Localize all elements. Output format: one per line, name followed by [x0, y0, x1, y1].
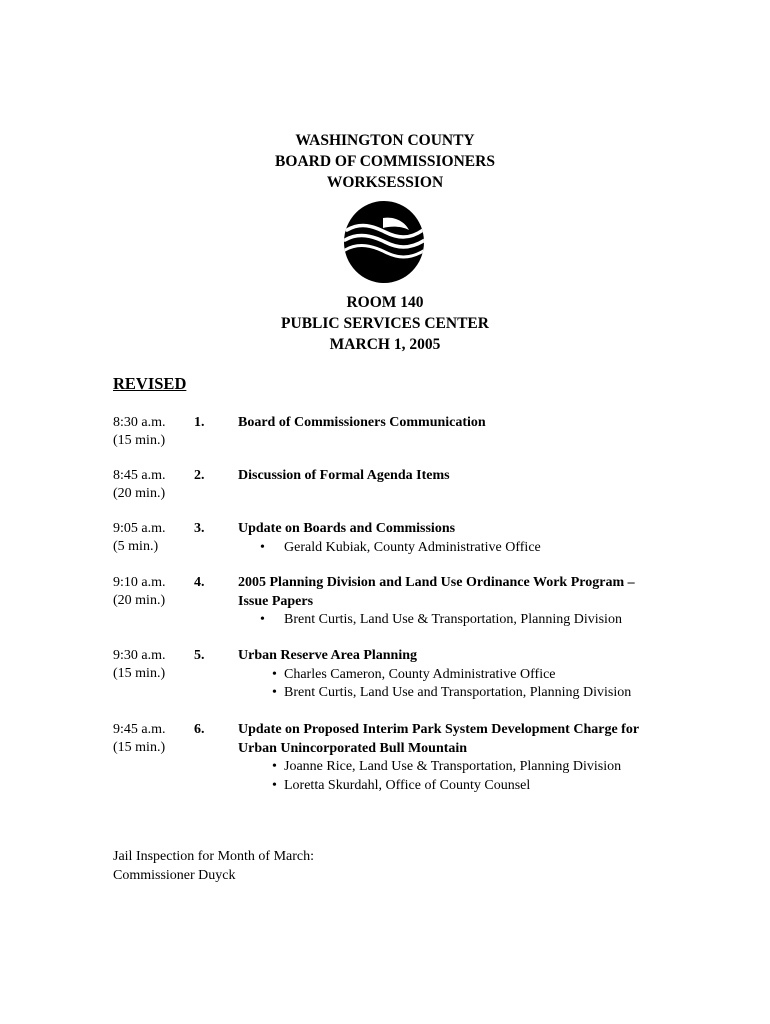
bullet-icon: •: [272, 666, 277, 682]
agenda-duration: (5 min.): [113, 539, 159, 554]
agenda-time: 8:45 a.m.: [113, 468, 166, 483]
revised-label: REVISED: [113, 374, 187, 393]
agenda-content: [238, 574, 683, 630]
footer-line-1: Jail Inspection for Month of March:: [113, 849, 315, 864]
agenda-time-block: [113, 414, 166, 450]
agenda-title: Update on Boards and Commissions: [238, 521, 456, 536]
agenda-time: 8:30 a.m.: [113, 415, 166, 430]
agenda-duration: (20 min.): [113, 486, 166, 501]
bullet-icon: •: [260, 612, 265, 627]
agenda-title: 2005 Planning Division and Land Use Ordinance Work Program –: [238, 575, 635, 590]
building-name: PUBLIC SERVICES CENTER: [281, 315, 489, 332]
agenda-title: Update on Proposed Interim Park System Development Charge for: [238, 722, 640, 737]
county-seal-icon: [343, 200, 425, 284]
room-number: ROOM 140: [346, 294, 424, 311]
bullet-icon: •: [272, 759, 277, 774]
presenter-line: [238, 758, 683, 777]
presenter-name: Brent Curtis, Land Use & Transportation, Planning Division: [284, 612, 622, 627]
agenda-number: 3.: [194, 521, 205, 536]
agenda-time-block: [113, 574, 166, 610]
agenda-time-block: [113, 520, 166, 556]
location-block: [0, 292, 770, 355]
board-name: BOARD OF COMMISSIONERS: [275, 153, 495, 170]
presenter-line: [238, 684, 683, 703]
presenter-line: [238, 666, 683, 685]
agenda-title-continued: Urban Unincorporated Bull Mountain: [238, 740, 468, 756]
presenter-line: [238, 539, 683, 558]
presenter-name: Charles Cameron, County Administrative Office: [284, 666, 556, 682]
agenda-content: [238, 414, 683, 433]
agenda-duration: (15 min.): [113, 666, 166, 681]
agenda-time-block: [113, 647, 166, 683]
agenda-title: Board of Commissioners Communication: [238, 415, 486, 430]
agenda-title: Urban Reserve Area Planning: [238, 648, 418, 663]
bullet-icon: •: [272, 777, 277, 793]
agenda-number: 4.: [194, 575, 205, 590]
jail-inspection-note: [113, 848, 314, 885]
presenter-line: [238, 611, 683, 630]
session-type: WORKSESSION: [326, 174, 444, 191]
bullet-icon: •: [260, 539, 265, 555]
agenda-content: [238, 467, 683, 486]
agenda-number: 5.: [194, 648, 205, 663]
agenda-number: 2.: [194, 468, 205, 483]
agenda-number: 6.: [194, 722, 205, 737]
presenter-name: Brent Curtis, Land Use and Transportation, Planning Division: [284, 685, 632, 700]
agenda-duration: (15 min.): [113, 433, 166, 448]
agenda-duration: (15 min.): [113, 740, 166, 755]
agenda-time: 9:30 a.m.: [113, 648, 166, 663]
agenda-time: 9:10 a.m.: [113, 575, 166, 590]
agenda-number: 1.: [194, 415, 205, 430]
agenda-duration: (20 min.): [113, 593, 166, 608]
agenda-time-block: [113, 467, 166, 503]
presenter-line: [238, 777, 683, 796]
header-title-block: [0, 130, 770, 193]
presenter-name: Gerald Kubiak, County Administrative Office: [284, 539, 541, 555]
agenda-title: Discussion of Formal Agenda Items: [238, 468, 450, 483]
agenda-content: [238, 647, 683, 703]
county-name: WASHINGTON COUNTY: [295, 132, 475, 149]
agenda-time-block: [113, 721, 166, 757]
agenda-time: 9:05 a.m.: [113, 521, 166, 536]
presenter-name: Loretta Skurdahl, Office of County Counsel: [284, 777, 531, 793]
bullet-icon: •: [272, 685, 277, 700]
presenter-name: Joanne Rice, Land Use & Transportation, Planning Division: [284, 759, 622, 774]
agenda-content: [238, 721, 683, 795]
meeting-date: MARCH 1, 2005: [329, 336, 441, 353]
agenda-content: [238, 520, 683, 557]
agenda-title-continued: Issue Papers: [238, 593, 314, 609]
footer-line-2: Commissioner Duyck: [113, 867, 236, 883]
agenda-time: 9:45 a.m.: [113, 722, 166, 737]
